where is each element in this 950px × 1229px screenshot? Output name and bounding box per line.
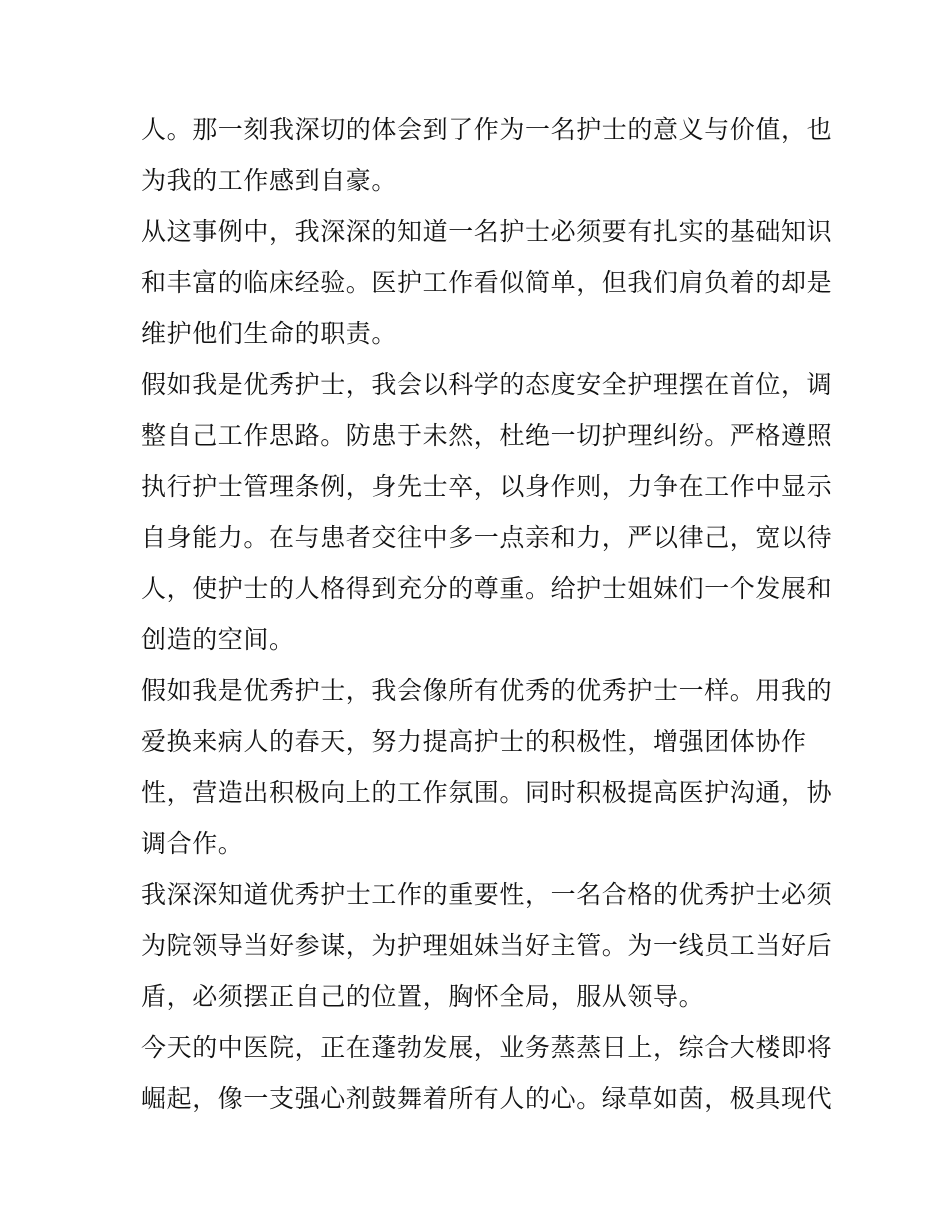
text-line: 从这事例中，我深深的知道一名护士必须要有扎实的基础知识 [141,217,833,246]
text-line: 创造的空间。 [141,625,295,654]
text-line: 崛起，像一支强心剂鼓舞着所有人的心。绿草如茵，极具现代 [141,1084,833,1113]
text-line: 爱换来病人的春天，努力提高护士的积极性，增强团体协作 [141,727,807,756]
text-line: 人，使护士的人格得到充分的尊重。给护士姐妹们一个发展和 [141,574,833,603]
text-line: 人。那一刻我深切的体会到了作为一名护士的意义与价值，也 [141,115,833,144]
text-line: 和丰富的临床经验。医护工作看似简单，但我们肩负着的却是 [141,268,833,297]
text-line: 为我的工作感到自豪。 [141,166,398,195]
text-line: 整自己工作思路。防患于未然，杜绝一切护理纠纷。严格遵照 [141,421,833,450]
text-line: 假如我是优秀护士，我会像所有优秀的优秀护士一样。用我的 [141,676,833,705]
text-line: 自身能力。在与患者交往中多一点亲和力，严以律己，宽以待 [141,523,833,552]
text-line: 为院领导当好参谋，为护理姐妹当好主管。为一线员工当好后 [141,931,833,960]
text-line: 调合作。 [141,829,244,858]
text-line: 今天的中医院，正在蓬勃发展，业务蒸蒸日上，综合大楼即将 [141,1033,833,1062]
text-line: 维护他们生命的职责。 [141,319,398,348]
text-line: 我深深知道优秀护士工作的重要性，一名合格的优秀护士必须 [141,880,833,909]
text-line: 盾，必须摆正自己的位置，胸怀全局，服从领导。 [141,982,705,1011]
text-line: 执行护士管理条例，身先士卒，以身作则，力争在工作中显示 [141,472,833,501]
text-line: 假如我是优秀护士，我会以科学的态度安全护理摆在首位，调 [141,370,833,399]
document-body [141,104,833,1124]
text-line: 性，营造出积极向上的工作氛围。同时积极提高医护沟通，协 [141,778,833,807]
